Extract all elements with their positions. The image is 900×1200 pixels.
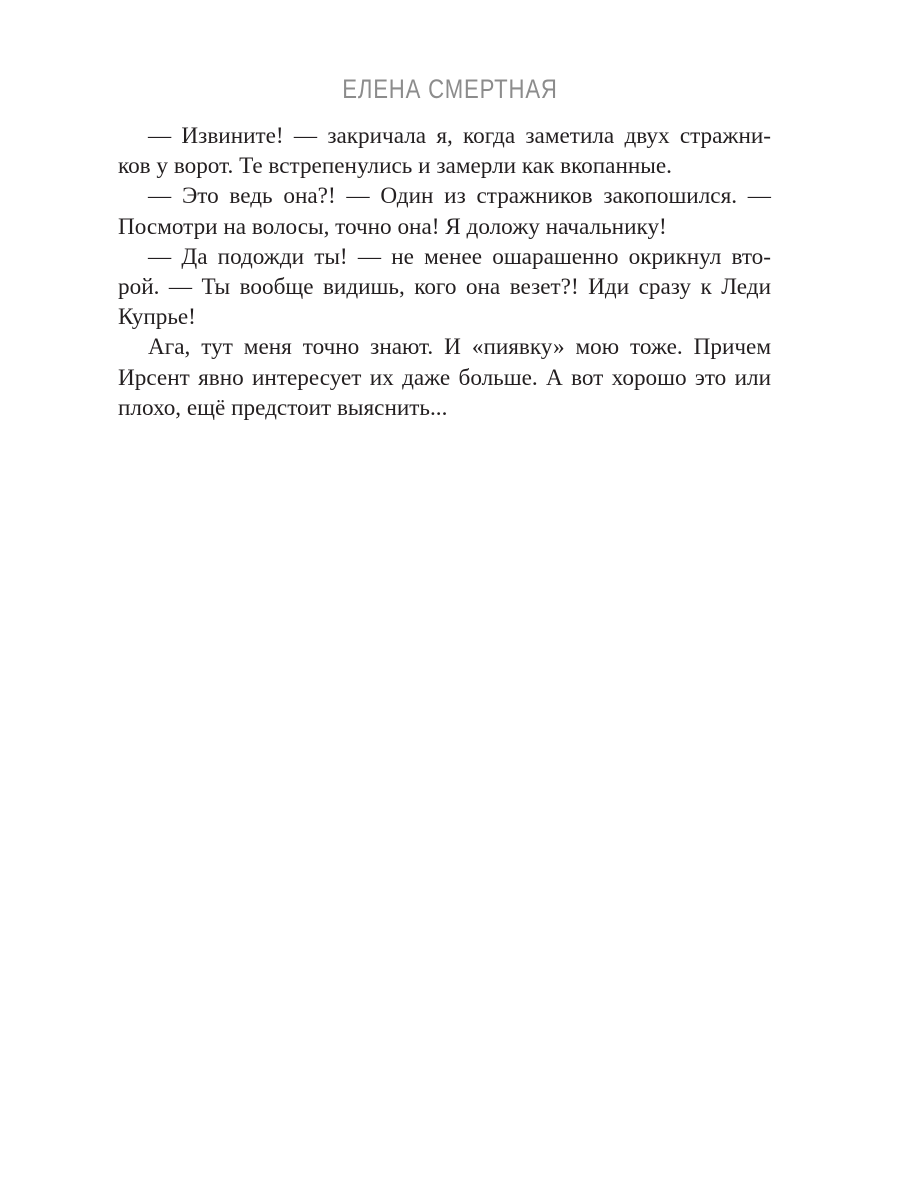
text-line: Купрье! <box>118 304 196 331</box>
running-head-author: ЕЛЕНА СМЕРТНАЯ <box>342 74 558 104</box>
text-line: ков у ворот. Те встрепенулись и замерли как вкопанные. <box>118 153 672 180</box>
body-text <box>118 121 771 423</box>
text-line: рой. — Ты вообще видишь, кого она везет?! Иди сразу к Леди <box>118 273 771 300</box>
text-line: Ирсент явно интересует их даже больше. А вот хорошо это или <box>118 364 771 391</box>
text-line: плохо, ещё предстоит выяснить... <box>118 394 448 421</box>
text-line: Ага, тут меня точно знают. И «пиявку» мою тоже. Причем <box>148 334 771 361</box>
text-line: — Это ведь она?! — Один из стражников закопошился. — <box>148 183 771 210</box>
text-line: — Извините! — закричала я, когда заметила двух стражни- <box>148 123 771 149</box>
text-line: — Да подожди ты! — не менее ошарашенно окрикнул вто- <box>148 243 771 270</box>
text-line: Посмотри на волосы, точно она! Я доложу начальнику! <box>118 213 667 240</box>
